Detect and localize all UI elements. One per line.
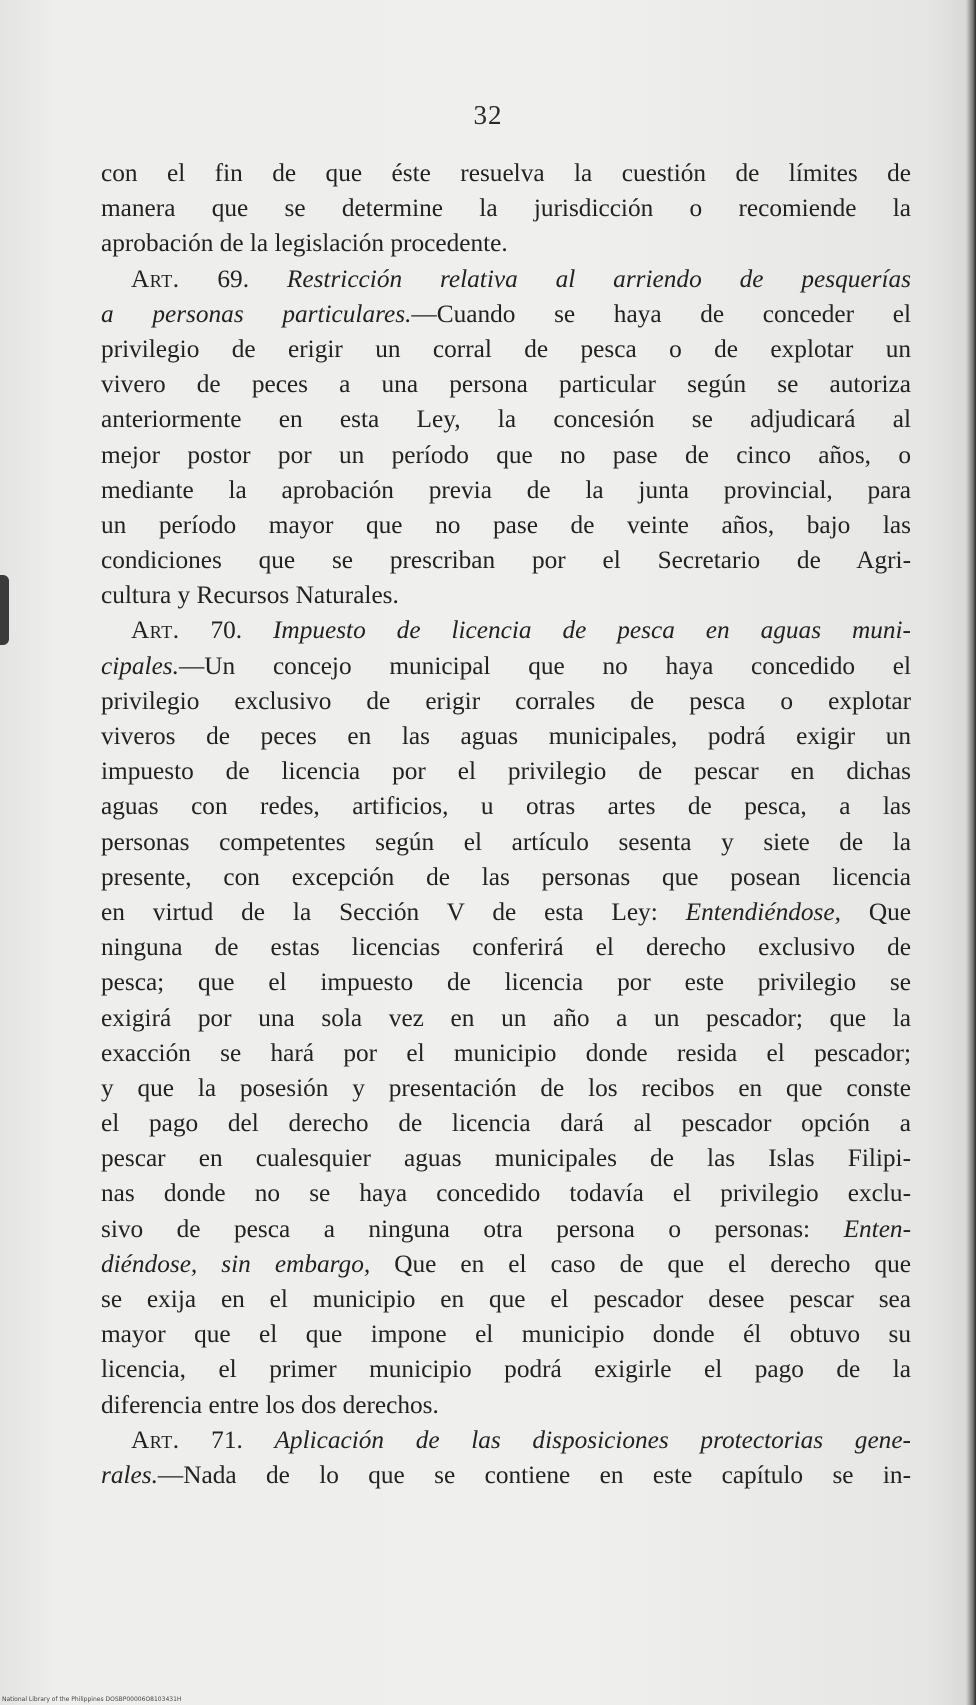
italic-heading: diéndose, sin embargo, bbox=[101, 1249, 371, 1278]
italic-heading: Entendiéndose, bbox=[685, 897, 841, 926]
text-run: vivero de peces a una persona particular según se autoriza bbox=[101, 370, 911, 399]
text-run: diferencia entre los dos derechos. bbox=[101, 1390, 439, 1419]
italic-heading: Impuesto de licencia de pesca en aguas muni- bbox=[273, 616, 911, 645]
text-line bbox=[101, 438, 911, 473]
text-line bbox=[101, 1036, 911, 1071]
text-line bbox=[101, 578, 911, 613]
text-run: nas donde no se haya concedido todavía el privilegio exclu- bbox=[101, 1179, 911, 1208]
text-run: anteriormente en esta Ley, la concesión se adjudicará al bbox=[101, 405, 911, 434]
text-line bbox=[101, 930, 911, 965]
text-run: 69. bbox=[179, 264, 287, 293]
page-number: 32 bbox=[473, 100, 503, 130]
text-line bbox=[101, 1141, 911, 1176]
text-run: sivo de pesca a ninguna otra persona o personas: bbox=[101, 1214, 844, 1243]
text-line bbox=[101, 754, 911, 789]
italic-heading: Enten- bbox=[843, 1214, 911, 1243]
text-line bbox=[101, 965, 911, 1000]
text-run: aguas con redes, artificios, u otras artes de pesca, a las bbox=[101, 792, 911, 821]
text-line bbox=[101, 1176, 911, 1211]
text-run: personas competentes según el artículo sesenta y siete de la bbox=[101, 827, 911, 856]
text-line bbox=[101, 1247, 911, 1282]
text-line bbox=[101, 1001, 911, 1036]
text-line bbox=[101, 543, 911, 578]
text-run: mejor postor por un período que no pase de cinco años, o bbox=[101, 440, 911, 469]
text-line bbox=[101, 649, 911, 684]
text-line bbox=[101, 825, 911, 860]
text-run: cultura y Recursos Naturales. bbox=[101, 581, 399, 610]
text-line bbox=[101, 1458, 911, 1493]
text-line bbox=[101, 332, 911, 367]
text-line bbox=[101, 1388, 911, 1423]
text-run: presente, con excepción de las personas que posean licencia bbox=[101, 862, 911, 891]
scan-footer: National Library of the Philippines DOSBP00006O8103431H bbox=[2, 1696, 182, 1703]
text-run: impuesto de licencia por el privilegio de pescar en dichas bbox=[101, 757, 911, 786]
text-line bbox=[101, 1352, 911, 1387]
text-run: ninguna de estas licencias conferirá el derecho exclusivo de bbox=[101, 933, 911, 962]
text-run: licencia, el primer municipio podrá exigirle el pago de la bbox=[101, 1355, 911, 1384]
text-line bbox=[101, 860, 911, 895]
text-line bbox=[101, 613, 911, 648]
italic-heading: a personas particulares. bbox=[101, 299, 412, 328]
text-run: el pago del derecho de licencia dará al pescador opción a bbox=[101, 1109, 911, 1138]
text-line bbox=[101, 1282, 911, 1317]
text-run: exacción se hará por el municipio donde resida el pescador; bbox=[101, 1038, 911, 1067]
text-line bbox=[101, 719, 911, 754]
text-line bbox=[101, 262, 911, 297]
text-run: pescar en cualesquier aguas municipales de las Islas Filipi- bbox=[101, 1144, 911, 1173]
text-run: viveros de peces en las aguas municipales, podrá exigir un bbox=[101, 722, 911, 750]
text-line bbox=[101, 1106, 911, 1141]
text-line bbox=[101, 191, 911, 226]
text-run: aprobación de la legislación procedente. bbox=[101, 229, 508, 258]
text-run: mediante la aprobación previa de la junta provincial, para bbox=[101, 475, 911, 504]
article-label: Art. bbox=[131, 616, 180, 645]
text-run: un período mayor que no pase de veinte años, bajo las bbox=[101, 510, 911, 539]
text-run: mayor que el que impone el municipio donde él obtuvo su bbox=[101, 1320, 911, 1349]
text-run: se exija en el municipio en que el pescador desee pescar sea bbox=[101, 1285, 911, 1313]
text-run: Que en el caso de que el derecho que bbox=[370, 1249, 911, 1278]
text-run: 70. bbox=[179, 616, 273, 645]
text-run: —Nada de lo que se contiene en este capítulo se in- bbox=[157, 1460, 911, 1489]
body-text bbox=[101, 156, 911, 1493]
text-run: pesca; que el impuesto de licencia por este privilegio se bbox=[101, 968, 911, 997]
text-line bbox=[101, 297, 911, 332]
italic-heading: cipales. bbox=[101, 651, 179, 680]
text-run: condiciones que se prescriban por el Secretario de Agri- bbox=[101, 546, 911, 575]
text-run: y que la posesión y presentación de los recibos en que conste bbox=[101, 1073, 911, 1102]
italic-heading: rales. bbox=[101, 1460, 158, 1489]
text-line bbox=[101, 367, 911, 402]
text-run: 71. bbox=[179, 1425, 275, 1454]
text-run: exigirá por una sola vez en un año a un pescador; que la bbox=[101, 1003, 911, 1032]
text-run: manera que se determine la jurisdicción o recomiende la bbox=[101, 194, 911, 223]
page-edge-shadow bbox=[966, 0, 976, 1705]
text-line bbox=[101, 1212, 911, 1247]
text-run: privilegio exclusivo de erigir corrales de pesca o explotar bbox=[101, 686, 911, 715]
text-line bbox=[101, 684, 911, 719]
text-line bbox=[101, 226, 911, 261]
text-run: —Cuando se haya de conceder el bbox=[411, 299, 911, 328]
text-line bbox=[101, 789, 911, 824]
text-line bbox=[101, 156, 911, 191]
text-run: —Un concejo municipal que no haya concedido el bbox=[178, 651, 911, 680]
text-run: Que bbox=[840, 897, 911, 926]
italic-heading: Restricción relativa al arriendo de pesquerías bbox=[286, 264, 911, 293]
text-line bbox=[101, 895, 911, 930]
article-label: Art. bbox=[131, 1425, 180, 1454]
text-line bbox=[101, 402, 911, 437]
text-line bbox=[101, 1317, 911, 1352]
text-run: privilegio de erigir un corral de pesca o de explotar un bbox=[101, 334, 911, 363]
italic-heading: Aplicación de las disposiciones protectorias gene- bbox=[274, 1425, 911, 1454]
text-run: en virtud de la Sección V de esta Ley: bbox=[101, 897, 686, 926]
binding-mark bbox=[0, 575, 9, 645]
text-line bbox=[101, 1071, 911, 1106]
text-line bbox=[101, 508, 911, 543]
text-run: con el fin de que éste resuelva la cuestión de límites de bbox=[101, 159, 911, 187]
article-label: Art. bbox=[131, 264, 180, 293]
text-line bbox=[101, 1423, 911, 1458]
text-line bbox=[101, 473, 911, 508]
